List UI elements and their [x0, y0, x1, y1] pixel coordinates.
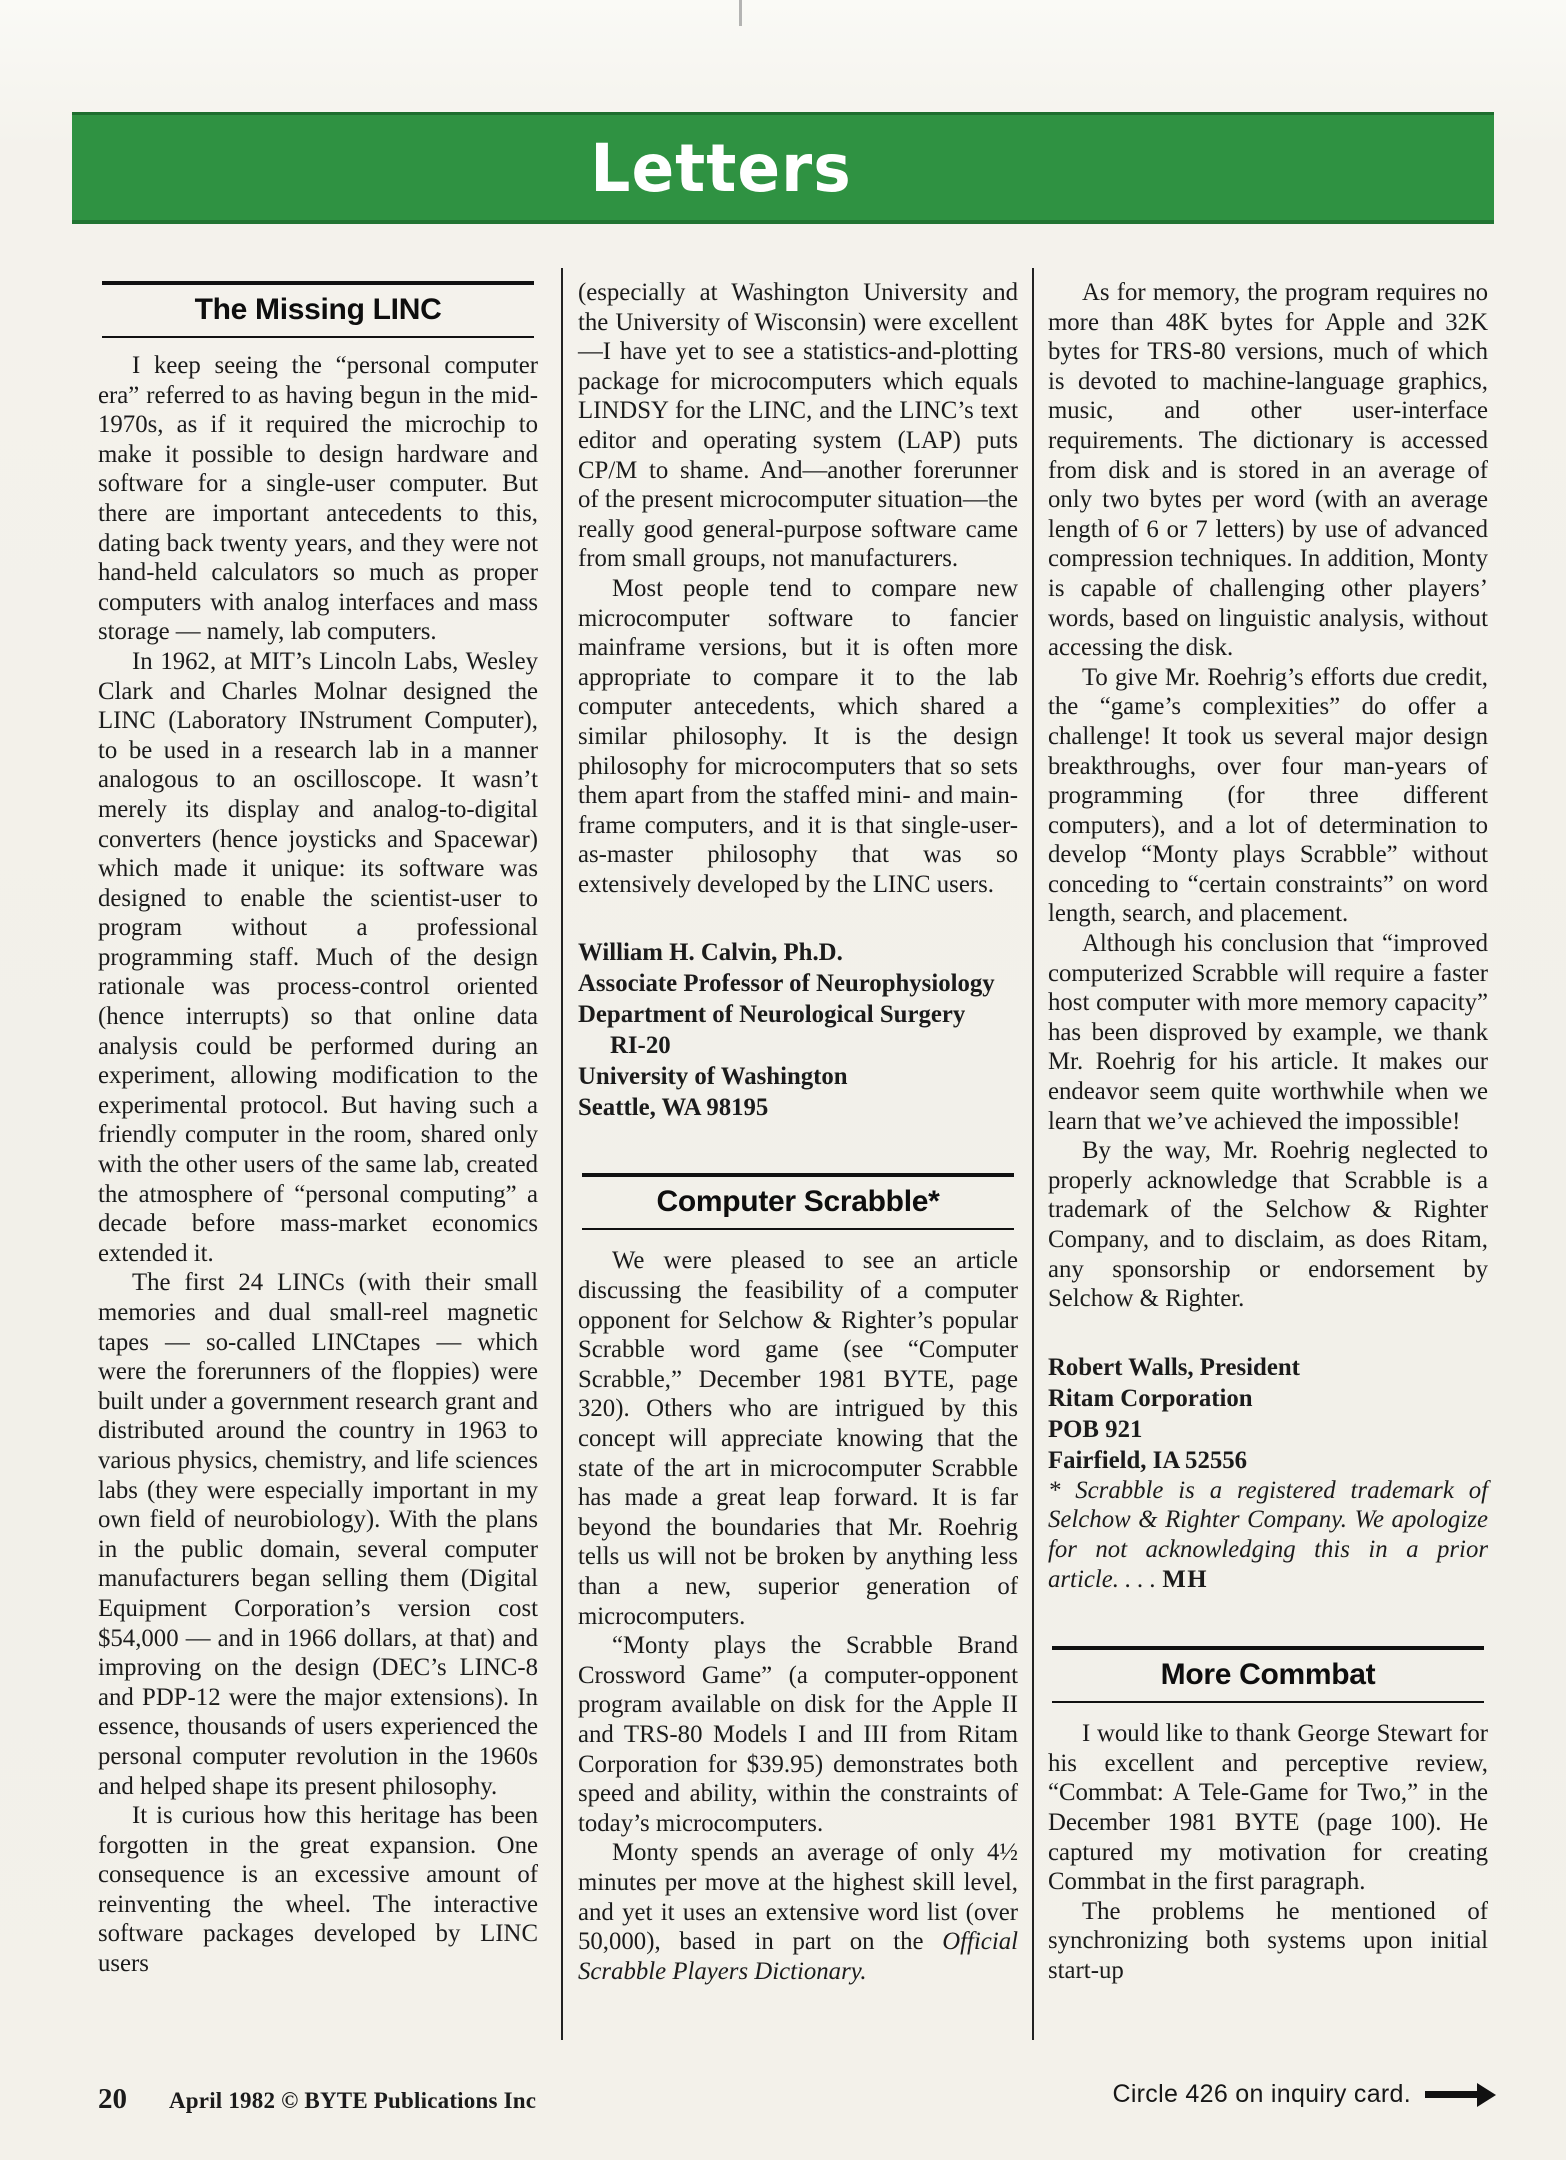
signature-line: Seattle, WA 98195 [578, 1094, 769, 1122]
letter-paragraph: (especially at Washington University and the University of Wisconsin) were excellent—I have yet to see a statistics-and-plotting package for microcomputers which equals LINDSY for the LINC, and the LINC’s text editor and operating system (LAP) puts CP/M to shame. And—another forerunner of the present microcomputer situation—the really good general-purpose software came from small groups, not manufacturers. [578, 279, 1018, 573]
letter-paragraph: In 1962, at MIT’s Lincoln Labs, Wesley Clark and Charles Molnar designed the LINC (Laboratory INstrument Computer), to be used in a research lab in a manner analogous to an oscilloscope. It wasn’t merely its display and analog-to-digital converters (hence joysticks and Spacewar) which made it unique: its software was designed to enable the scientist-user to program without a professional programming staff. Much of the design rationale was process-control oriented (hence interrupts) so that online data analysis could be performed during an experiment, allowing modification to the experimental protocol. But having such a friendly computer in the room, shared only with the other users of the same lab, created the atmosphere of “personal computing” a decade before mass-market economics extended it. [98, 647, 538, 1267]
arrow-shaft [1425, 2091, 1477, 2098]
letter-paragraph: I would like to thank George Stewart for his excellent and perceptive review, “Commbat: A Tele-Game for Two,” in the December 1981 BYTE (page 100). He captured my motivation for creating Commbat in the first paragraph. [1048, 1720, 1488, 1896]
signature-block [578, 937, 1018, 1123]
section-heading-text: More Commbat [1160, 1658, 1376, 1692]
page-title: Letters [590, 130, 852, 206]
section-heading-text: Computer Scrabble* [656, 1185, 940, 1219]
column-divider [561, 268, 563, 2040]
signature-line: RI-20 [610, 1032, 671, 1060]
arrow-head [1477, 2083, 1496, 2107]
column-1 [98, 265, 538, 1979]
letter-paragraph: The first 24 LINCs (with their small memories and dual small-reel magnetic tapes — so-called LINCtapes — which were the forerunners of the floppies) were built under a government research grant and distributed around the country in 1963 to various physics, chemistry, and life sciences labs (they were especially important in my own field of neurobiology). With the plans in the public domain, several computer manufacturers began selling them (Digital Equipment Corporation’s version cost $54,000 — and in 1966 dollars, at that) and improving on the design (DEC’s LINC-8 and PDP-12 were the major extensions). In essence, thousands of users experienced the personal computer revolution in the 1960s and helped shape its present philosophy. [98, 1269, 538, 1800]
editor-initials: MH [1162, 1565, 1209, 1593]
letter-paragraph: By the way, Mr. Roehrig neglected to properly acknowledge that Scrabble is a trademark of the Selchow & Righter Company, and to disclaim, as does Ritam, any sponsorship or endorsement by Selchow & Righter. [1048, 1137, 1488, 1313]
inquiry-card-text: Circle 426 on inquiry card. [1112, 2080, 1411, 2108]
arrow-right-icon [1425, 2083, 1496, 2107]
letter-paragraph: “Monty plays the Scrabble Brand Crossword Game” (a computer-opponent program available on disk for the Apple II and TRS-80 Models I and III from Ritam Corporation for $39.95) demonstrates both speed and ability, within the constraints of today’s microcomputers. [578, 1632, 1018, 1837]
section-heading-more-commbat [1052, 1646, 1484, 1703]
letter-paragraph [578, 1838, 1018, 1986]
section-heading-computer-scrabble [582, 1173, 1014, 1230]
editor-note [1048, 1476, 1488, 1594]
footer-inquiry [1112, 2080, 1496, 2109]
signature-line: Department of Neurological Surgery [578, 1001, 966, 1029]
signature-line: William H. Calvin, Ph.D. [578, 939, 843, 967]
book-title-italic: Official Scrabble Players Dictionary. [578, 1928, 1018, 1985]
letter-paragraph: I keep seeing the “personal computer era” referred to as having begun in the mid-1970s, as if it required the microchip to make it possible to design hardware and software for a single-user computer. But there are important antecedents to this, dating back twenty years, and they were not hand-held calculators so much as proper computers with analog interfaces and mass storage — namely, lab computers. [98, 352, 538, 646]
letters-banner [72, 112, 1494, 224]
footer-imprint [98, 2083, 536, 2116]
column-2 [578, 265, 1018, 1986]
letter-paragraph: As for memory, the program requires no more than 48K bytes for Apple and 32K bytes for TRS-80 versions, much of which is devoted to machine-language graphics, music, and other user-interface requirements. The dictionary is accessed from disk and is stored in an average of only two bytes per word (with an average length of 6 or 7 letters) by use of advanced compression techniques. In addition, Monty is capable of challenging other players’ words, based on linguistic analysis, without accessing the disk. [1048, 279, 1488, 662]
letter-paragraph: Although his conclusion that “improved computerized Scrabble will require a faster host computer with more memory capacity” has been disproved by example, we thank Mr. Roehrig for his article. It makes our endeavor seem quite worthwhile when we learn that we’ve achieved the impossible! [1048, 930, 1488, 1135]
publication-imprint: April 1982 © BYTE Publications Inc [169, 2088, 537, 2113]
page-number: 20 [98, 2083, 127, 2115]
signature-line: University of Washington [578, 1063, 848, 1091]
signature-line: Robert Walls, President [1048, 1353, 1300, 1381]
editor-note-text: * Scrabble is a registered trademark of Selchow & Righter Company. We apologize for not acknowledging this in a prior article. . . . [1048, 1476, 1488, 1593]
paragraph-text: Monty spends an average of only 4½ minutes per move at the highest skill level, and yet it uses an extensive word list (over 50,000), based in part on the [578, 1839, 1018, 1956]
column-3 [1048, 265, 1488, 1986]
signature-line: Fairfield, IA 52556 [1048, 1446, 1248, 1474]
letter-paragraph: We were pleased to see an article discussing the feasibility of a computer opponent for Selchow & Righter’s popular Scrabble word game (see “Computer Scrabble,” December 1981 BYTE, page 320). Others who are intrigued by this concept will appreciate knowing that the state of the art in microcomputer Scrabble has made a great leap forward. It is far beyond the boundaries that Mr. Roehrig tells us will not be broken by anything less than a new, superior generation of microcomputers. [578, 1247, 1018, 1630]
scan-artifact-tick [739, 0, 742, 26]
signature-line: POB 921 [1048, 1415, 1143, 1443]
section-heading-missing-linc [102, 281, 534, 338]
letter-paragraph: The problems he mentioned of synchronizing both systems upon initial start-up [1048, 1897, 1488, 1984]
letter-paragraph: Most people tend to compare new microcomputer software to fancier mainframe versions, but it is often more appropriate to compare it to the lab computer antecedents, which shared a similar philosophy. It is the design philosophy for microcomputers that so sets them apart from the staffed mini- and main-frame computers, and it is that single-user-as-master philosophy that was so extensively developed by the LINC users. [578, 574, 1018, 898]
signature-block [1048, 1352, 1488, 1476]
section-heading-text: The Missing LINC [194, 293, 442, 326]
column-divider [1032, 268, 1034, 2040]
letter-paragraph: It is curious how this heritage has been forgotten in the great expansion. One consequence is an excessive amount of reinventing the wheel. The interactive software packages developed by LINC users [98, 1802, 538, 1978]
signature-line: Associate Professor of Neurophysiology [578, 970, 995, 998]
signature-line: Ritam Corporation [1048, 1384, 1253, 1412]
letter-paragraph: To give Mr. Roehrig’s efforts due credit, the “game’s complexities” do offer a challenge! It took us several major design breakthroughs, over four man-years of programming (for three different computers), and a lot of determination to develop “Monty plays Scrabble” without conceding to “certain constraints” on word length, search, and placement. [1048, 663, 1488, 928]
